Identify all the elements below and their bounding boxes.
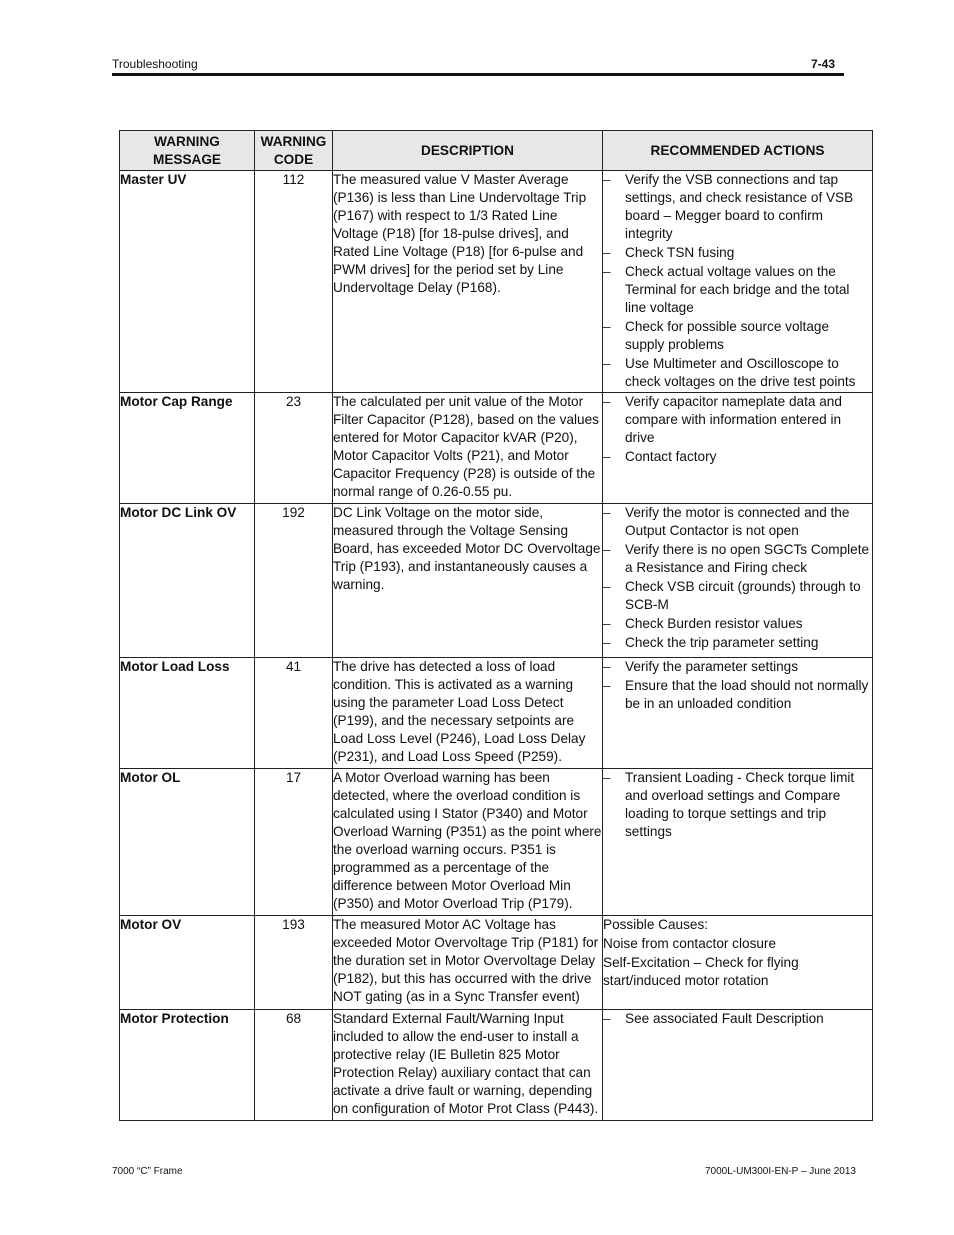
list-item xyxy=(603,355,872,391)
recommended-actions xyxy=(603,171,873,393)
action-list xyxy=(603,658,872,713)
table-row xyxy=(120,504,873,658)
warning-message: Motor Load Loss xyxy=(120,658,255,769)
table-body xyxy=(120,171,873,1121)
list-item xyxy=(603,171,872,243)
action-text: Verify the VSB connections and tap settings, and check resistance of VSB board – Megger board to confirm integrity xyxy=(625,172,854,241)
warning-code: 68 xyxy=(255,1010,333,1121)
warning-message: Motor OV xyxy=(120,916,255,1010)
warning-description: Standard External Fault/Warning Input included to allow the end-user to install a protective relay (IE Bulletin 825 Motor Protection Relay) auxiliary contact that can activate a drive fault or warning, depending on configuration of Motor Prot Class (P443). xyxy=(333,1010,603,1121)
list-item xyxy=(603,263,872,317)
warning-description: DC Link Voltage on the motor side, measured through the Voltage Sensing Board, has exceeded Motor DC Overvoltage Trip (P193), and instantaneously causes a warning. xyxy=(333,504,603,658)
table-row xyxy=(120,658,873,769)
warning-code: 17 xyxy=(255,769,333,916)
action-list xyxy=(603,171,872,391)
action-text: Check VSB circuit (grounds) through to SCB-M xyxy=(625,579,861,612)
recommended-actions xyxy=(603,769,873,916)
warning-code: 112 xyxy=(255,171,333,393)
table-row xyxy=(120,769,873,916)
warning-message: Motor Cap Range xyxy=(120,393,255,504)
column-header-code: WARNING CODE xyxy=(255,131,333,171)
action-text: Contact factory xyxy=(625,449,717,464)
list-item xyxy=(603,677,872,713)
table-row xyxy=(120,916,873,1010)
action-text: Verify the parameter settings xyxy=(625,659,799,674)
footer-product: 7000 “C” Frame xyxy=(112,1166,183,1177)
dash-bullet-icon: – xyxy=(603,394,611,409)
warning-description: A Motor Overload warning has been detected, where the overload condition is calculated using I Stator (P340) and Motor Overload Warning (P351) as the point where the overload warning occurs. P351 is programmed as a percentage of the difference between Motor Overload Min (P350) and Motor Overload Trip (P179). xyxy=(333,769,603,916)
dash-bullet-icon: – xyxy=(603,659,611,674)
page-number: 7-43 xyxy=(810,57,835,71)
table-row xyxy=(120,393,873,504)
warning-message: Master UV xyxy=(120,171,255,393)
dash-bullet-icon: – xyxy=(603,264,611,279)
action-list xyxy=(603,504,872,652)
action-list xyxy=(603,1010,872,1028)
dash-bullet-icon: – xyxy=(603,635,611,650)
list-item xyxy=(603,658,872,676)
action-text: Verify the motor is connected and the Output Contactor is not open xyxy=(625,505,850,538)
action-text: Check TSN fusing xyxy=(625,245,735,260)
cause-line: Possible Causes: xyxy=(603,917,709,932)
footer-doc-id: 7000L-UM300I-EN-P – June 2013 xyxy=(704,1166,856,1177)
dash-bullet-icon: – xyxy=(603,678,611,693)
action-text: Check the trip parameter setting xyxy=(625,635,819,650)
dash-bullet-icon: – xyxy=(603,356,611,371)
recommended-actions xyxy=(603,393,873,504)
action-text: Verify capacitor nameplate data and compare with information entered in drive xyxy=(625,394,842,445)
warning-code: 192 xyxy=(255,504,333,658)
warning-code: 193 xyxy=(255,916,333,1010)
column-header-message: WARNING MESSAGE xyxy=(120,131,255,171)
dash-bullet-icon: – xyxy=(603,770,611,785)
cause-line: Noise from contactor closure xyxy=(603,936,777,951)
table-header-row xyxy=(120,131,873,171)
dash-bullet-icon: – xyxy=(603,319,611,334)
dash-bullet-icon: – xyxy=(603,542,611,557)
warning-description: The calculated per unit value of the Motor Filter Capacitor (P128), based on the values entered for Motor Capacitor kVAR (P20), Motor Capacitor Volts (P21), and Motor Capacitor Frequency (P28) is outside of the normal range of 0.26-0.55 pu. xyxy=(333,393,603,504)
warning-code: 41 xyxy=(255,658,333,769)
column-header-description: DESCRIPTION xyxy=(333,131,603,171)
action-text: Check for possible source voltage supply problems xyxy=(625,319,830,352)
warning-description: The drive has detected a loss of load condition. This is activated as a warning using the parameter Load Loss Detect (P199), and the necessary setpoints are Load Loss Level (P246), Load Loss Delay (P231), and Load Loss Speed (P259). xyxy=(333,658,603,769)
recommended-actions xyxy=(603,916,873,1010)
dash-bullet-icon: – xyxy=(603,172,611,187)
section-title: Troubleshooting xyxy=(112,57,198,71)
cause-line: Self-Excitation – Check for flying start/induced motor rotation xyxy=(603,955,799,988)
action-text: See associated Fault Description xyxy=(625,1011,824,1026)
warning-code: 23 xyxy=(255,393,333,504)
list-item xyxy=(603,244,872,262)
action-list xyxy=(603,769,872,841)
list-item xyxy=(603,541,872,577)
table-row xyxy=(120,171,873,393)
list-item xyxy=(603,448,872,466)
possible-causes xyxy=(603,916,872,990)
action-text: Transient Loading - Check torque limit and overload settings and Compare loading to torque settings and trip settings xyxy=(625,770,855,839)
list-item xyxy=(603,318,872,354)
action-list xyxy=(603,393,872,466)
list-item xyxy=(603,504,872,540)
column-header-actions: RECOMMENDED ACTIONS xyxy=(603,131,873,171)
warning-message: Motor OL xyxy=(120,769,255,916)
list-item xyxy=(603,1010,872,1028)
action-text: Check Burden resistor values xyxy=(625,616,803,631)
list-item xyxy=(603,634,872,652)
dash-bullet-icon: – xyxy=(603,505,611,520)
warning-message: Motor Protection xyxy=(120,1010,255,1121)
warning-message: Motor DC Link OV xyxy=(120,504,255,658)
action-text: Verify there is no open SGCTs Complete a Resistance and Firing check xyxy=(625,542,870,575)
recommended-actions xyxy=(603,504,873,658)
page-header xyxy=(112,57,843,73)
list-item xyxy=(603,578,872,614)
list-item xyxy=(603,393,872,447)
recommended-actions xyxy=(603,1010,873,1121)
dash-bullet-icon: – xyxy=(603,1011,611,1026)
list-item xyxy=(603,769,872,841)
recommended-actions xyxy=(603,658,873,769)
list-item xyxy=(603,615,872,633)
dash-bullet-icon: – xyxy=(603,449,611,464)
action-text: Use Multimeter and Oscilloscope to check voltages on the drive test points xyxy=(625,356,856,389)
dash-bullet-icon: – xyxy=(603,616,611,631)
warning-description: The measured value V Master Average (P136) is less than Line Undervoltage Trip (P167) with respect to 1/3 Rated Line Voltage (P18) [for 18-pulse drives], and Rated Line Voltage (P18) [for 6-pulse and PWM drives] for the period set by Line Undervoltage Delay (P168). xyxy=(333,171,603,393)
warning-description: The measured Motor AC Voltage has exceeded Motor Overvoltage Trip (P181) for the duration set in Motor Overvoltage Delay (P182), but this has occurred with the drive NOT gating (as in a Sync Transfer event) xyxy=(333,916,603,1010)
action-text: Ensure that the load should not normally be in an unloaded condition xyxy=(625,678,869,711)
header-divider xyxy=(112,73,844,76)
warning-table xyxy=(119,130,873,1121)
dash-bullet-icon: – xyxy=(603,245,611,260)
dash-bullet-icon: – xyxy=(603,579,611,594)
action-text: Check actual voltage values on the Terminal for each bridge and the total line voltage xyxy=(625,264,850,315)
table-row xyxy=(120,1010,873,1121)
